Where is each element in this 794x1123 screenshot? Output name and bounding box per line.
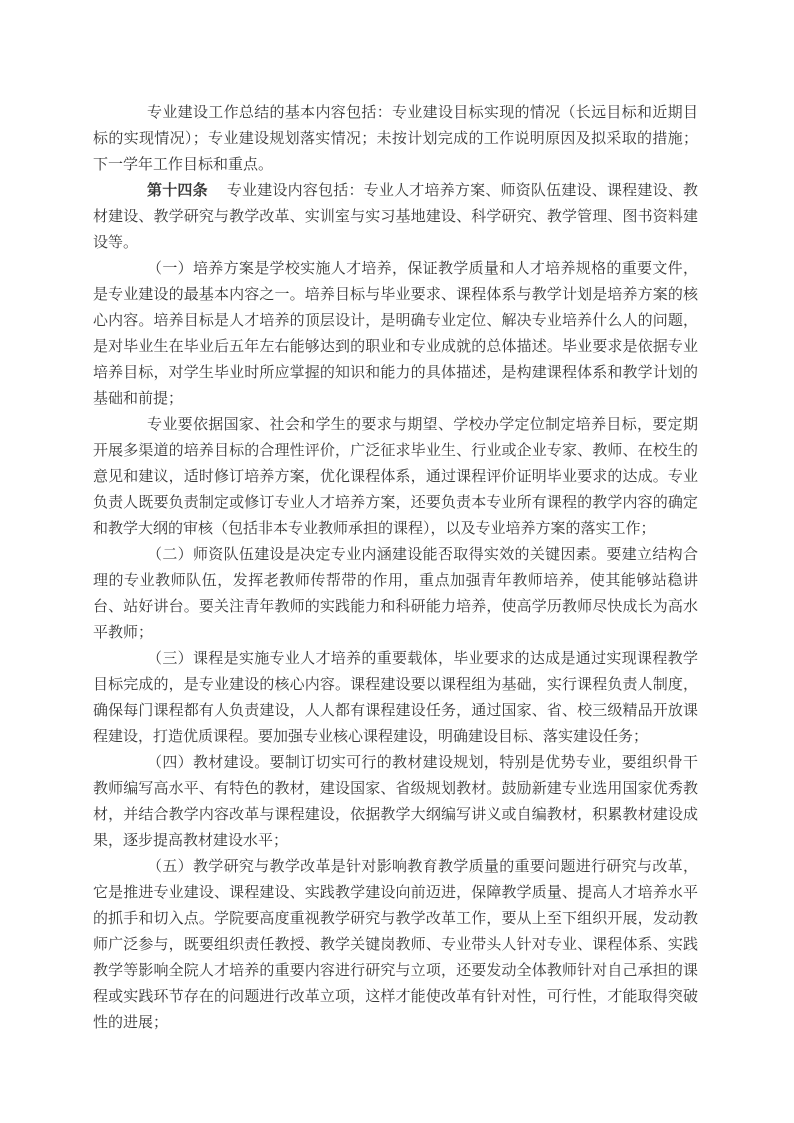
paragraph-item-1-training-plan: （一）培养方案是学校实施人才培养，保证教学质量和人才培养规格的重要文件，是专业建设的最基本内容之一。培养目标与毕业要求、课程体系与教学计划是培养方案的核心内容。培养目标是人才培养的顶层设计，是明确专业定位、解决专业培养什么人的问题，是对毕业生在毕业后五年左右能够达到的职业和专业成就的总体描述。毕业要求是依据专业培养目标，对学生毕业时所应掌握的知识和能力的具体描述，是构建课程体系和教学计划的基础和前提； <box>93 261 698 407</box>
article-14-text: 专业建设内容包括：专业人才培养方案、师资队伍建设、课程建设、教材建设、教学研究与教学改革、实训室与实习基地建设、科学研究、教学管理、图书资料建设等。 <box>93 183 698 251</box>
paragraph-summary-contents: 专业建设工作总结的基本内容包括：专业建设目标实现的情况（长远目标和近期目标的实现情况）；专业建设规划落实情况；未按计划完成的工作说明原因及拟采取的措施；下一学年工作目标和重点。 <box>93 105 698 173</box>
paragraph-item-5-teaching-research-reform: （五）教学研究与教学改革是针对影响教育教学质量的重要问题进行研究与改革，它是推进专业建设、课程建设、实践教学建设向前迈进，保障教学质量、提高人才培养水平的抓手和切入点。学院要高度重视教学研究与教学改革工作，要从上至下组织开展，发动教师广泛参与，既要组织责任教授、教学关键岗教师、专业带头人针对专业、课程体系、实践教学等影响全院人才培养的重要内容进行研究与立项，还要发动全体教师针对自己承担的课程或实践环节存在的问题进行改革立项，这样才能使改革有针对性，可行性，才能取得突破性的进展； <box>93 859 698 1031</box>
paragraph-item-1-continued: 专业要依据国家、社会和学生的要求与期望、学校办学定位制定培养目标，要定期开展多渠道的培养目标的合理性评价，广泛征求毕业生、行业或企业专家、教师、在校生的意见和建议，适时修订培养方案，优化课程体系，通过课程评价证明毕业要求的达成。专业负责人既要负责制定或修订专业人才培养方案，还要负责本专业所有课程的教学内容的确定和教学大纲的审核（包括非本专业教师承担的课程），以及专业培养方案的落实工作； <box>93 417 698 537</box>
document-text-block <box>93 100 698 1036</box>
paragraph-item-4-teaching-materials: （四）教材建设。要制订切实可行的教材建设规划，特别是优势专业，要组织骨干教师编写高水平、有特色的教材，建设国家、省级规划教材。鼓励新建专业选用国家优秀教材，并结合教学内容改革与课程建设，依据教学大纲编写讲义或自编教材，积累教材建设成果，逐步提高教材建设水平； <box>93 755 698 849</box>
article-14-number: 第十四条 <box>147 183 208 199</box>
paragraph-article-14 <box>93 178 698 256</box>
paragraph-item-2-faculty-team: （二）师资队伍建设是决定专业内涵建设能否取得实效的关键因素。要建立结构合理的专业教师队伍，发挥老教师传帮带的作用，重点加强青年教师培养，使其能够站稳讲台、站好讲台。要关注青年教师的实践能力和科研能力培养，使高学历教师尽快成长为高水平教师； <box>93 547 698 641</box>
paragraph-item-3-curriculum: （三）课程是实施专业人才培养的重要载体，毕业要求的达成是通过实现课程教学目标完成的，是专业建设的核心内容。课程建设要以课程组为基础，实行课程负责人制度，确保每门课程都有人负责建设，人人都有课程建设任务，通过国家、省、校三级精品开放课程建设，打造优质课程。要加强专业核心课程建设，明确建设目标、落实建设任务； <box>93 651 698 745</box>
